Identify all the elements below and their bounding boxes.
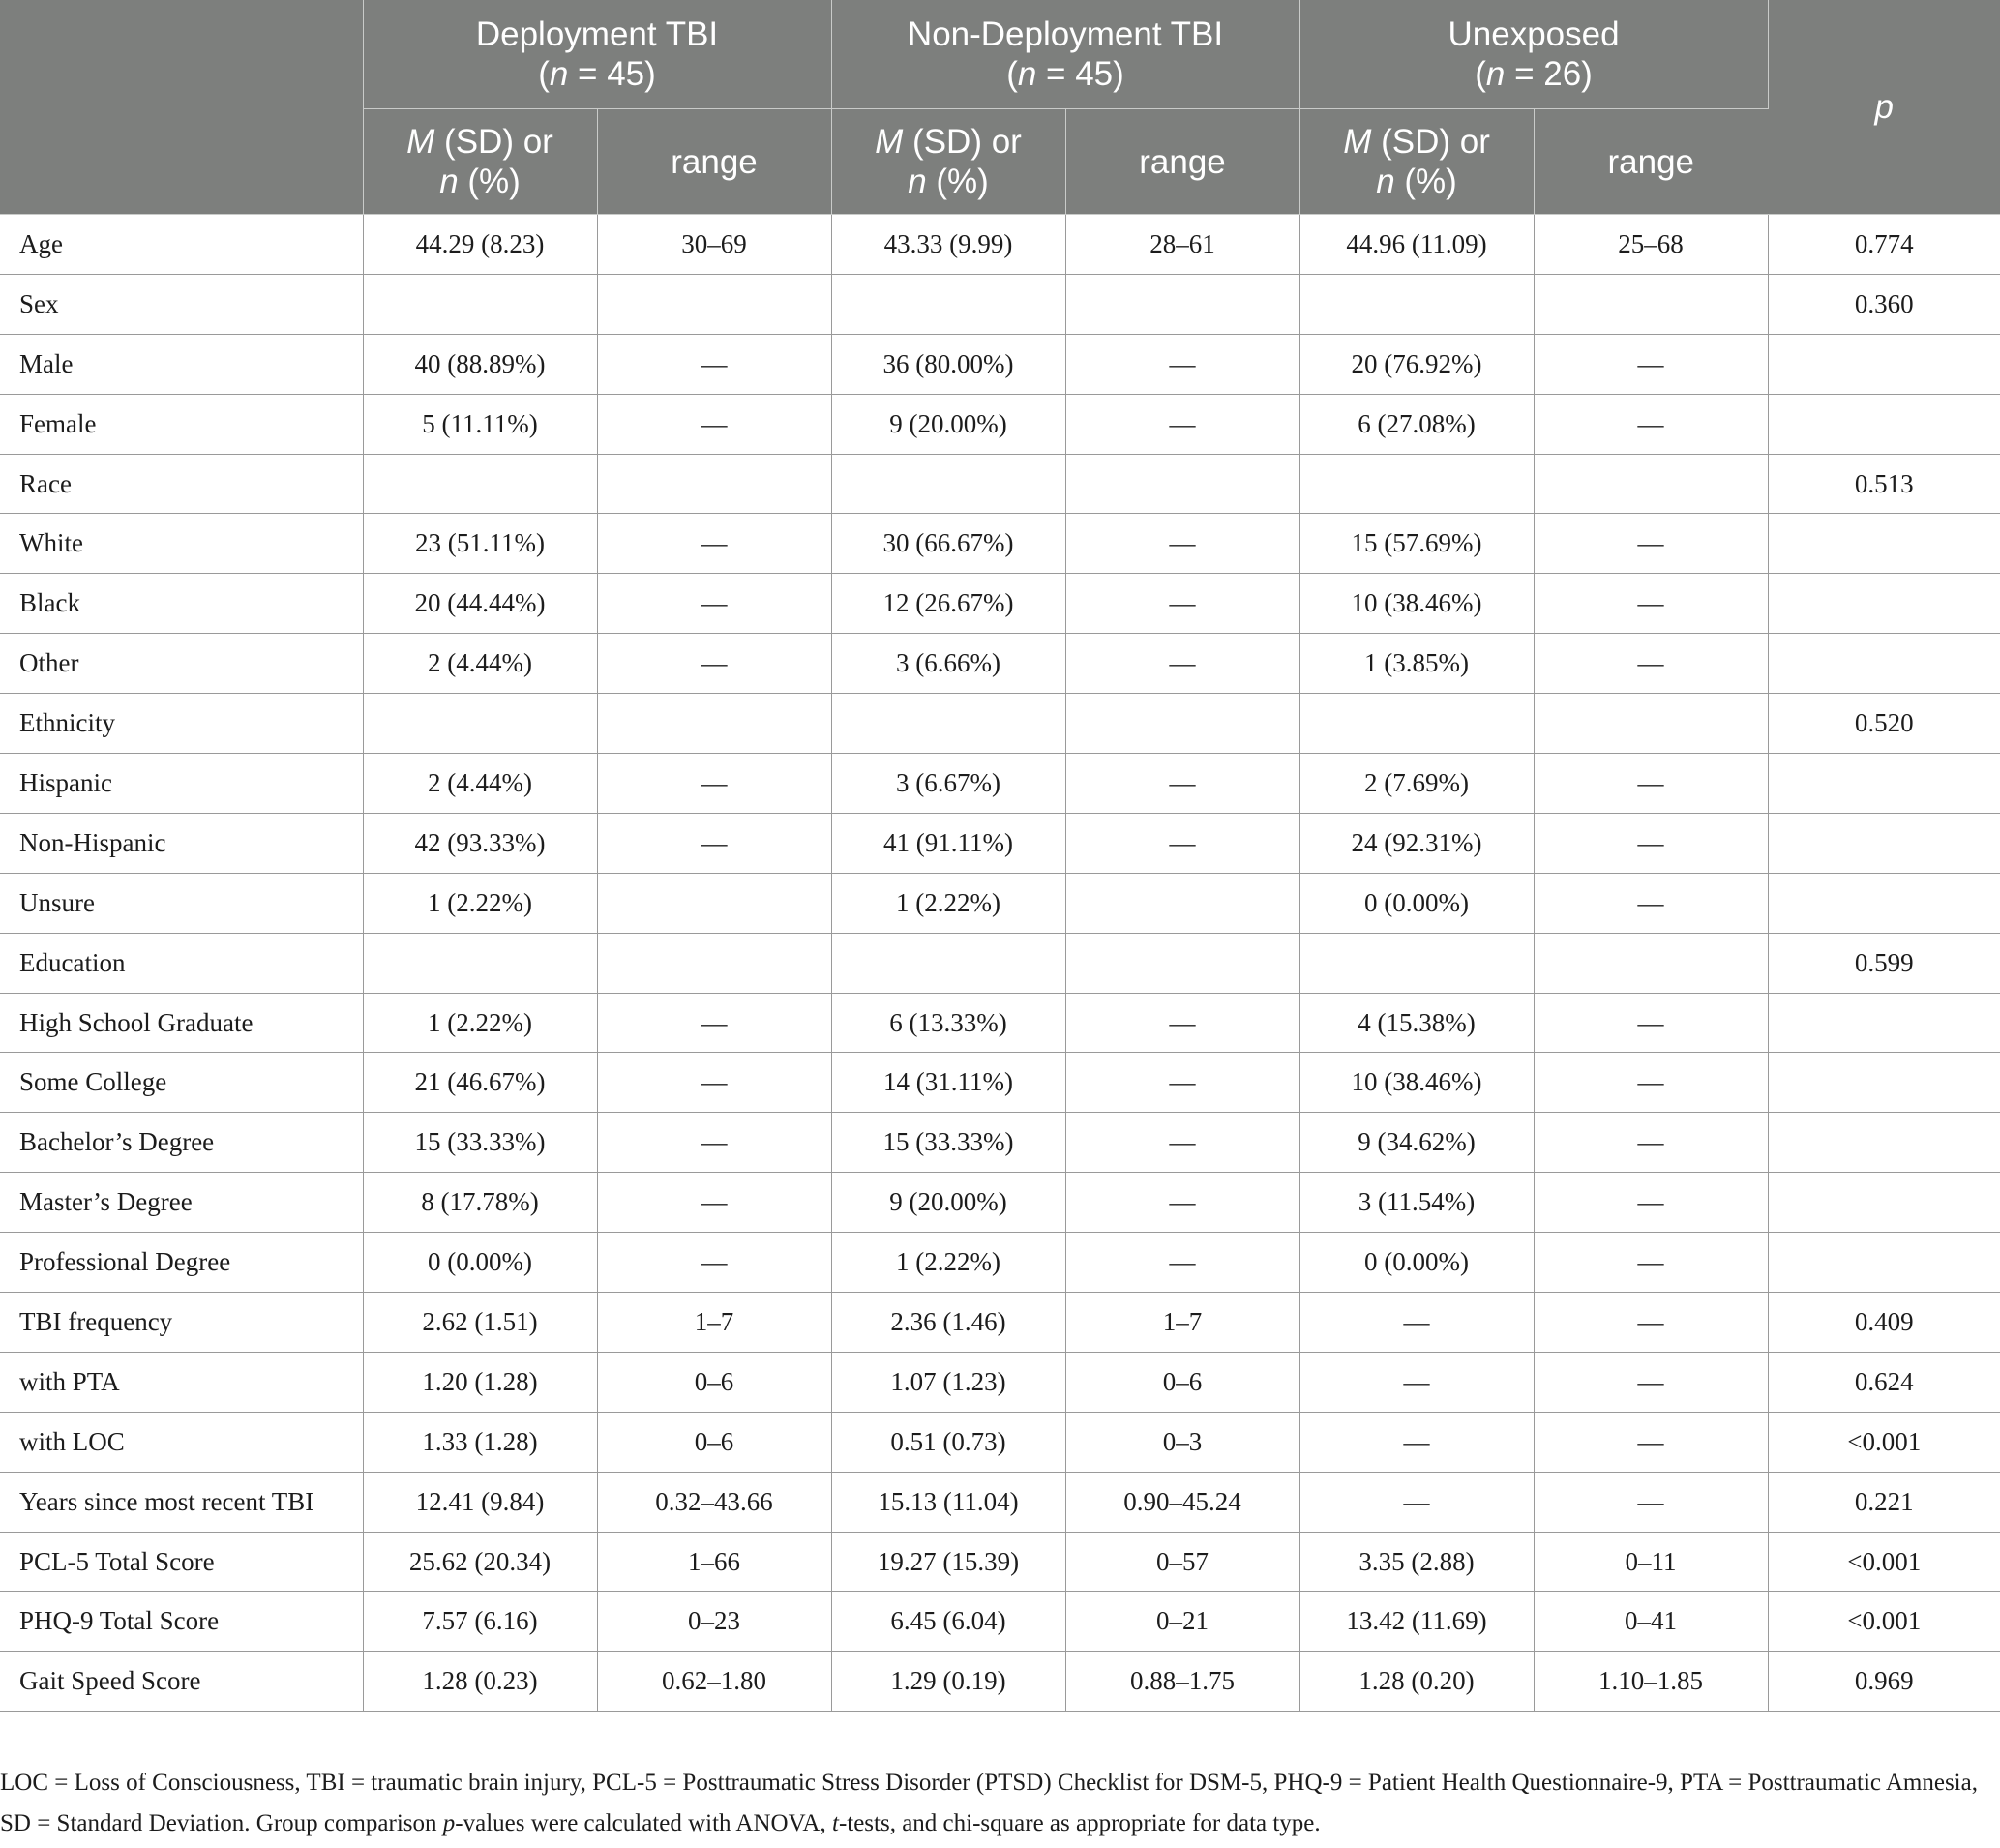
stat-cell: 9 (34.62%)	[1299, 1113, 1534, 1173]
p-value-cell: 0.774	[1768, 215, 2000, 275]
range-cell	[597, 873, 831, 933]
header-group-non-deployment: Non-Deployment TBI (n = 45)	[831, 0, 1299, 109]
range-cell	[597, 933, 831, 993]
header-range: range	[597, 109, 831, 215]
table-row	[0, 454, 2000, 514]
range-cell: —	[1065, 1053, 1299, 1113]
p-value-cell: 0.360	[1768, 274, 2000, 334]
stat-cell: —	[1299, 1472, 1534, 1532]
p-value-cell: <0.001	[1768, 1412, 2000, 1472]
p-value-cell	[1768, 1173, 2000, 1233]
row-label: Sex	[0, 274, 363, 334]
stat-cell: 21 (46.67%)	[363, 1053, 597, 1113]
table-row	[0, 514, 2000, 574]
stat-cell: 0.51 (0.73)	[831, 1412, 1065, 1472]
stat-cell	[363, 454, 597, 514]
header-row-groups	[0, 0, 2000, 109]
stat-cell: 12 (26.67%)	[831, 574, 1065, 634]
range-cell: —	[597, 1173, 831, 1233]
range-cell: 0.90–45.24	[1065, 1472, 1299, 1532]
range-cell: —	[1065, 1173, 1299, 1233]
stat-cell: 3 (11.54%)	[1299, 1173, 1534, 1233]
stat-cell	[1299, 933, 1534, 993]
header-p-value: p	[1768, 0, 2000, 215]
stat-cell: 4 (15.38%)	[1299, 993, 1534, 1053]
stat-cell: 2.36 (1.46)	[831, 1293, 1065, 1353]
range-cell	[1534, 933, 1768, 993]
stat-cell: 2.62 (1.51)	[363, 1293, 597, 1353]
range-cell: —	[1534, 813, 1768, 873]
table-row	[0, 634, 2000, 694]
range-cell: —	[1534, 1352, 1768, 1412]
stat-cell: 0 (0.00%)	[363, 1233, 597, 1293]
stat-cell	[831, 933, 1065, 993]
range-cell: 0–11	[1534, 1532, 1768, 1592]
p-value-cell	[1768, 514, 2000, 574]
stat-cell: 20 (44.44%)	[363, 574, 597, 634]
row-label: Race	[0, 454, 363, 514]
table-row	[0, 1233, 2000, 1293]
header-group-unexposed: Unexposed (n = 26)	[1299, 0, 1768, 109]
p-value-cell: 0.513	[1768, 454, 2000, 514]
p-value-cell	[1768, 754, 2000, 814]
range-cell: —	[597, 574, 831, 634]
stat-cell: 1.29 (0.19)	[831, 1652, 1065, 1712]
p-value-cell: 0.221	[1768, 1472, 2000, 1532]
p-value-cell: <0.001	[1768, 1532, 2000, 1592]
range-cell: —	[1534, 574, 1768, 634]
range-cell: —	[1534, 993, 1768, 1053]
stat-cell: 2 (4.44%)	[363, 754, 597, 814]
p-value-cell	[1768, 1053, 2000, 1113]
stat-cell: 6.45 (6.04)	[831, 1592, 1065, 1652]
range-cell	[597, 454, 831, 514]
range-cell: 0.62–1.80	[597, 1652, 831, 1712]
range-cell	[597, 694, 831, 754]
stat-cell: 42 (93.33%)	[363, 813, 597, 873]
range-cell	[1065, 454, 1299, 514]
stat-cell: 5 (11.11%)	[363, 394, 597, 454]
header-stat-mean-sd: M (SD) or n (%)	[1299, 109, 1534, 215]
table-row	[0, 274, 2000, 334]
stat-cell: 10 (38.46%)	[1299, 574, 1534, 634]
range-cell: —	[1534, 873, 1768, 933]
stat-cell: 9 (20.00%)	[831, 1173, 1065, 1233]
range-cell: 1.10–1.85	[1534, 1652, 1768, 1712]
stat-cell: 2 (4.44%)	[363, 634, 597, 694]
range-cell: —	[1534, 514, 1768, 574]
p-value-cell: 0.409	[1768, 1293, 2000, 1353]
stat-cell: 1.28 (0.23)	[363, 1652, 597, 1712]
p-value-cell	[1768, 813, 2000, 873]
stat-cell	[363, 933, 597, 993]
range-cell: —	[597, 1233, 831, 1293]
p-value-cell	[1768, 1233, 2000, 1293]
range-cell: 1–7	[597, 1293, 831, 1353]
range-cell: —	[597, 993, 831, 1053]
range-cell: —	[1065, 514, 1299, 574]
row-label: Education	[0, 933, 363, 993]
range-cell: —	[1065, 634, 1299, 694]
range-cell: —	[1065, 1233, 1299, 1293]
range-cell	[1065, 274, 1299, 334]
stat-cell: 20 (76.92%)	[1299, 334, 1534, 394]
header-stat-mean-sd: M (SD) or n (%)	[831, 109, 1065, 215]
range-cell: 1–7	[1065, 1293, 1299, 1353]
table-row	[0, 1412, 2000, 1472]
stat-cell	[363, 694, 597, 754]
range-cell: —	[1534, 1233, 1768, 1293]
range-cell: —	[597, 334, 831, 394]
p-value-cell	[1768, 334, 2000, 394]
stat-cell: 15 (33.33%)	[363, 1113, 597, 1173]
row-label: Age	[0, 215, 363, 275]
range-cell: —	[1534, 394, 1768, 454]
stat-cell: 43.33 (9.99)	[831, 215, 1065, 275]
range-cell	[1534, 694, 1768, 754]
range-cell: —	[1065, 574, 1299, 634]
range-cell: 0.88–1.75	[1065, 1652, 1299, 1712]
range-cell	[1065, 933, 1299, 993]
range-cell	[1534, 274, 1768, 334]
p-value-cell	[1768, 1113, 2000, 1173]
row-label: High School Graduate	[0, 993, 363, 1053]
stat-cell: 2 (7.69%)	[1299, 754, 1534, 814]
row-label: Gait Speed Score	[0, 1652, 363, 1712]
range-cell: —	[1065, 334, 1299, 394]
table-row	[0, 215, 2000, 275]
table-body	[0, 215, 2000, 1712]
range-cell: —	[1065, 993, 1299, 1053]
table-row	[0, 1352, 2000, 1412]
stat-cell: 3 (6.66%)	[831, 634, 1065, 694]
table-row	[0, 694, 2000, 754]
p-value-cell: 0.969	[1768, 1652, 2000, 1712]
range-cell: —	[597, 514, 831, 574]
table-row	[0, 1532, 2000, 1592]
stat-cell	[1299, 694, 1534, 754]
range-cell: —	[1534, 754, 1768, 814]
stat-cell: 12.41 (9.84)	[363, 1472, 597, 1532]
header-group-deployment: Deployment TBI (n = 45)	[363, 0, 831, 109]
range-cell	[1065, 694, 1299, 754]
stat-cell: 25.62 (20.34)	[363, 1532, 597, 1592]
stat-cell: 15 (33.33%)	[831, 1113, 1065, 1173]
stat-cell: 0 (0.00%)	[1299, 873, 1534, 933]
stat-cell: 19.27 (15.39)	[831, 1532, 1065, 1592]
range-cell: —	[1534, 1173, 1768, 1233]
range-cell: 28–61	[1065, 215, 1299, 275]
row-label: Hispanic	[0, 754, 363, 814]
p-value-cell: <0.001	[1768, 1592, 2000, 1652]
row-label: Male	[0, 334, 363, 394]
range-cell: 0–21	[1065, 1592, 1299, 1652]
stat-cell: 6 (13.33%)	[831, 993, 1065, 1053]
table-row	[0, 993, 2000, 1053]
table-row	[0, 1293, 2000, 1353]
stat-cell: 1 (2.22%)	[831, 873, 1065, 933]
stat-cell: 41 (91.11%)	[831, 813, 1065, 873]
p-value-cell: 0.624	[1768, 1352, 2000, 1412]
stat-cell: 1.07 (1.23)	[831, 1352, 1065, 1412]
table-row	[0, 1652, 2000, 1712]
stat-cell: 13.42 (11.69)	[1299, 1592, 1534, 1652]
range-cell: —	[1065, 754, 1299, 814]
header-range: range	[1065, 109, 1299, 215]
p-value-cell	[1768, 634, 2000, 694]
stat-cell: 36 (80.00%)	[831, 334, 1065, 394]
row-label: Some College	[0, 1053, 363, 1113]
row-label: PCL-5 Total Score	[0, 1532, 363, 1592]
stat-cell: 1 (2.22%)	[831, 1233, 1065, 1293]
range-cell: 0–57	[1065, 1532, 1299, 1592]
stat-cell	[831, 694, 1065, 754]
table-row	[0, 813, 2000, 873]
table-row	[0, 1173, 2000, 1233]
row-label: Bachelor’s Degree	[0, 1113, 363, 1173]
row-label: Black	[0, 574, 363, 634]
range-cell: —	[1534, 1053, 1768, 1113]
stat-cell: 1.28 (0.20)	[1299, 1652, 1534, 1712]
table-row	[0, 394, 2000, 454]
stat-cell: 1.33 (1.28)	[363, 1412, 597, 1472]
stat-cell: 1 (3.85%)	[1299, 634, 1534, 694]
stat-cell	[831, 454, 1065, 514]
p-value-cell: 0.599	[1768, 933, 2000, 993]
range-cell: —	[1534, 634, 1768, 694]
stat-cell: 7.57 (6.16)	[363, 1592, 597, 1652]
stat-cell: 3 (6.67%)	[831, 754, 1065, 814]
table-row	[0, 933, 2000, 993]
range-cell: —	[597, 634, 831, 694]
range-cell: —	[1534, 1113, 1768, 1173]
stat-cell	[1299, 274, 1534, 334]
row-label: with LOC	[0, 1412, 363, 1472]
range-cell: 0–6	[597, 1412, 831, 1472]
table-row	[0, 1113, 2000, 1173]
stat-cell: —	[1299, 1412, 1534, 1472]
row-label: TBI frequency	[0, 1293, 363, 1353]
table-row	[0, 754, 2000, 814]
stat-cell: 30 (66.67%)	[831, 514, 1065, 574]
row-label: Other	[0, 634, 363, 694]
range-cell: 1–66	[597, 1532, 831, 1592]
stat-cell: 40 (88.89%)	[363, 334, 597, 394]
stat-cell: 8 (17.78%)	[363, 1173, 597, 1233]
stat-cell: 6 (27.08%)	[1299, 394, 1534, 454]
p-value-cell	[1768, 993, 2000, 1053]
row-label: Non-Hispanic	[0, 813, 363, 873]
stat-cell: 24 (92.31%)	[1299, 813, 1534, 873]
stat-cell: 1.20 (1.28)	[363, 1352, 597, 1412]
range-cell: 0–6	[597, 1352, 831, 1412]
stat-cell: 0 (0.00%)	[1299, 1233, 1534, 1293]
range-cell: —	[1065, 1113, 1299, 1173]
p-value-cell	[1768, 394, 2000, 454]
range-cell: 0–41	[1534, 1592, 1768, 1652]
stat-cell	[831, 274, 1065, 334]
stat-cell: 15 (57.69%)	[1299, 514, 1534, 574]
stat-cell	[363, 274, 597, 334]
row-label: Professional Degree	[0, 1233, 363, 1293]
range-cell: 30–69	[597, 215, 831, 275]
table-row	[0, 1472, 2000, 1532]
table-row	[0, 334, 2000, 394]
stat-cell: 10 (38.46%)	[1299, 1053, 1534, 1113]
table-row	[0, 1053, 2000, 1113]
stat-cell: 9 (20.00%)	[831, 394, 1065, 454]
range-cell: —	[597, 1113, 831, 1173]
stat-cell: 44.96 (11.09)	[1299, 215, 1534, 275]
range-cell: —	[1534, 1472, 1768, 1532]
stat-cell: 23 (51.11%)	[363, 514, 597, 574]
table-row	[0, 873, 2000, 933]
row-label: with PTA	[0, 1352, 363, 1412]
range-cell: 0–23	[597, 1592, 831, 1652]
range-cell: —	[597, 754, 831, 814]
header-blank-cell	[0, 0, 363, 215]
header-stat-mean-sd: M (SD) or n (%)	[363, 109, 597, 215]
row-label: Years since most recent TBI	[0, 1472, 363, 1532]
range-cell: 0.32–43.66	[597, 1472, 831, 1532]
row-label: Unsure	[0, 873, 363, 933]
range-cell: —	[597, 1053, 831, 1113]
header-range: range	[1534, 109, 1768, 215]
stat-cell: —	[1299, 1352, 1534, 1412]
stat-cell: 1 (2.22%)	[363, 873, 597, 933]
p-value-cell	[1768, 574, 2000, 634]
table-row	[0, 1592, 2000, 1652]
range-cell: —	[1534, 1412, 1768, 1472]
stat-cell: 15.13 (11.04)	[831, 1472, 1065, 1532]
table-footnote: LOC = Loss of Consciousness, TBI = traumatic brain injury, PCL-5 = Posttraumatic Stress Disorder (PTSD) Checklist for DSM-5, PHQ-9 = Patient Health Questionnaire-9, PTA = Posttraumatic Amnesia, SD = Standard Deviation. Group comparison p-values were calculated with ANOVA, t-tests, and chi-square as appropriate for data type.	[0, 1770, 1978, 1836]
stat-cell: 1 (2.22%)	[363, 993, 597, 1053]
stat-cell: 3.35 (2.88)	[1299, 1532, 1534, 1592]
range-cell	[1534, 454, 1768, 514]
range-cell: —	[1534, 334, 1768, 394]
range-cell: —	[597, 394, 831, 454]
range-cell	[1065, 873, 1299, 933]
range-cell: —	[1065, 813, 1299, 873]
range-cell: 25–68	[1534, 215, 1768, 275]
row-label: White	[0, 514, 363, 574]
row-label: Master’s Degree	[0, 1173, 363, 1233]
range-cell	[597, 274, 831, 334]
stat-cell: 14 (31.11%)	[831, 1053, 1065, 1113]
p-value-cell	[1768, 873, 2000, 933]
row-label: Ethnicity	[0, 694, 363, 754]
range-cell: 0–6	[1065, 1352, 1299, 1412]
range-cell: 0–3	[1065, 1412, 1299, 1472]
range-cell: —	[1065, 394, 1299, 454]
table-row	[0, 574, 2000, 634]
stat-cell: —	[1299, 1293, 1534, 1353]
row-label: Female	[0, 394, 363, 454]
stat-cell: 44.29 (8.23)	[363, 215, 597, 275]
stat-cell	[1299, 454, 1534, 514]
range-cell: —	[1534, 1293, 1768, 1353]
p-value-cell: 0.520	[1768, 694, 2000, 754]
row-label: PHQ-9 Total Score	[0, 1592, 363, 1652]
range-cell: —	[597, 813, 831, 873]
